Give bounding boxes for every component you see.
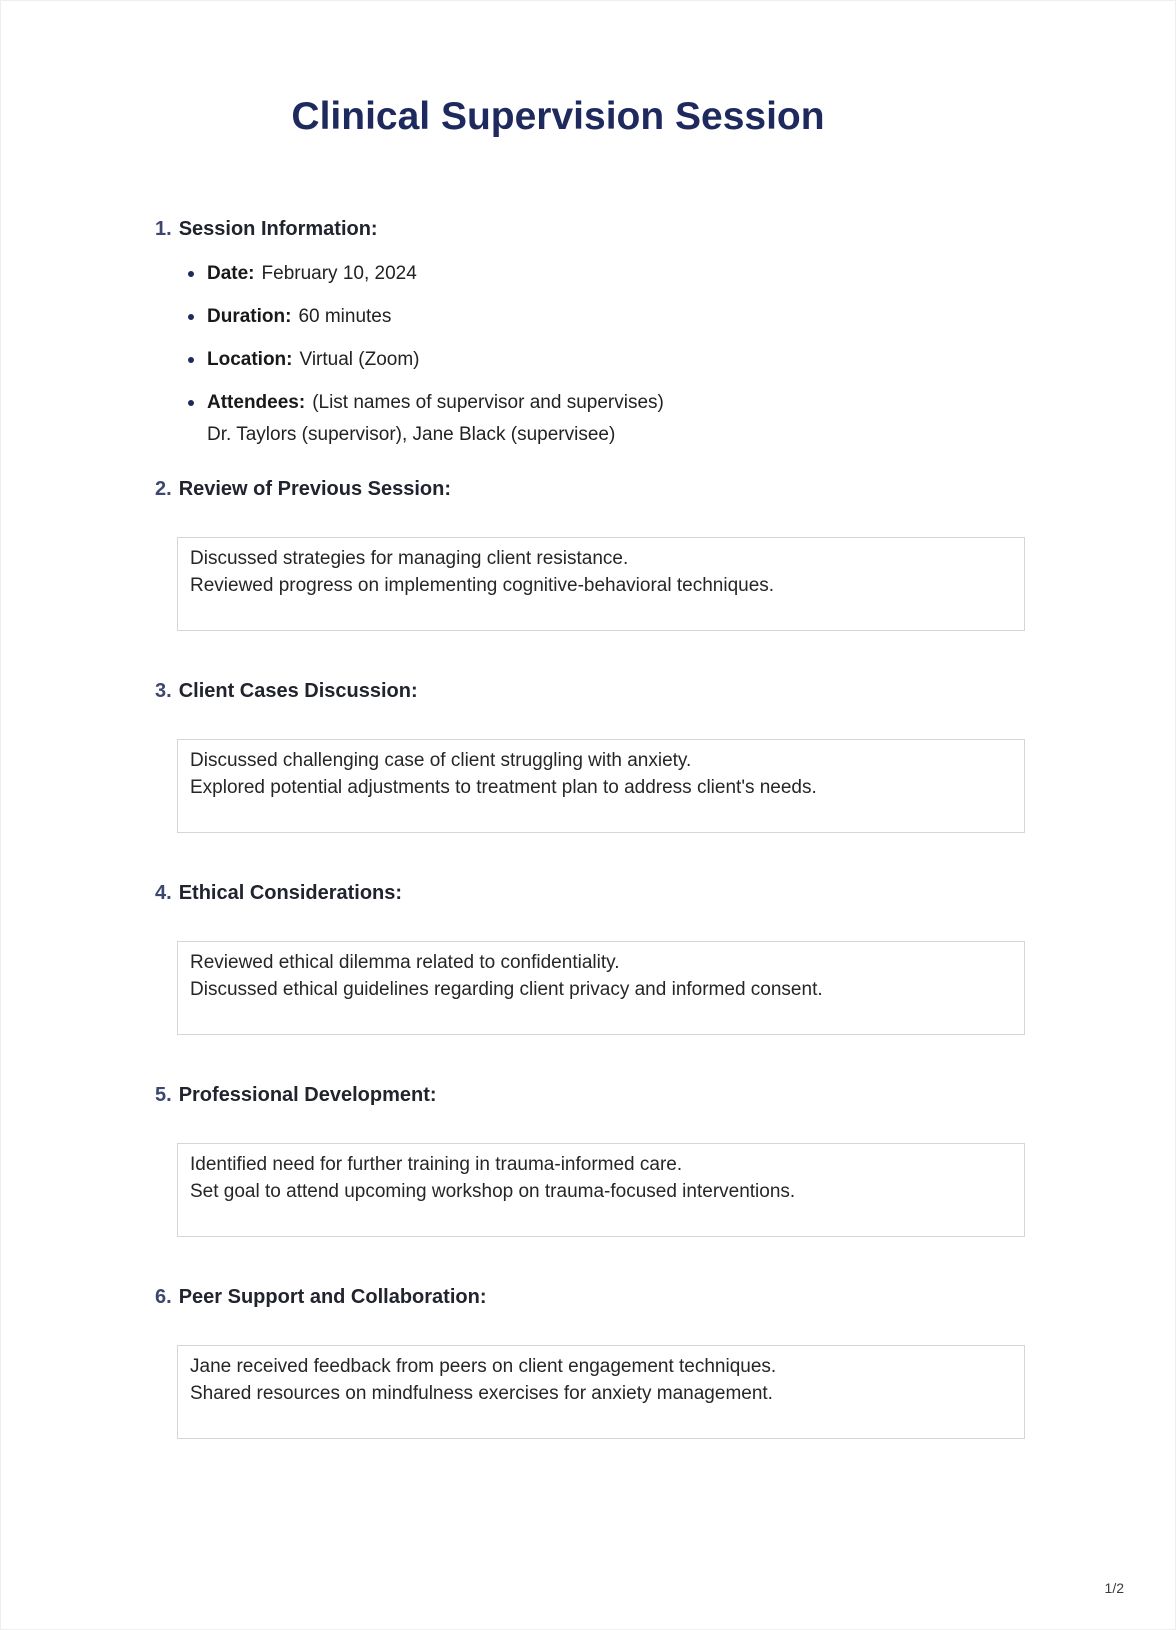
- attendees-placeholder: (List names of supervisor and supervises): [312, 392, 664, 413]
- list-item-duration: [155, 306, 1176, 328]
- textbox-line: Discussed challenging case of client struggling with anxiety.: [190, 750, 692, 771]
- textbox-line: Discussed strategies for managing client resistance.: [190, 548, 629, 569]
- attendees-label: Attendees:: [207, 392, 306, 413]
- textbox-line: Identified need for further training in trauma-informed care.: [190, 1154, 683, 1175]
- textbox-line: Explored potential adjustments to treatment plan to address client's needs.: [190, 777, 817, 798]
- session-info-list: [0, 263, 1176, 446]
- textbox-ethical-considerations[interactable]: [177, 941, 1025, 1035]
- location-label: Location:: [207, 349, 293, 370]
- textbox-client-cases-discussion[interactable]: [177, 739, 1025, 833]
- section-number: 2.: [155, 478, 172, 500]
- section-number: 3.: [155, 680, 172, 702]
- section-number: 4.: [155, 882, 172, 904]
- textbox-line: Reviewed ethical dilemma related to confidentiality.: [190, 952, 620, 973]
- textbox-peer-support-collaboration[interactable]: [177, 1345, 1025, 1439]
- section-heading-review-previous-session: [155, 477, 1176, 501]
- section-number: 5.: [155, 1084, 172, 1106]
- page-title: Clinical Supervision Session: [291, 95, 825, 138]
- location-value: Virtual (Zoom): [299, 349, 420, 370]
- list-item-attendees: [155, 392, 1176, 446]
- section-number: 1.: [155, 218, 172, 240]
- attendee-names: Dr. Taylors (supervisor), Jane Black (supervisee): [207, 424, 616, 445]
- section-heading-label: Peer Support and Collaboration:: [178, 1286, 487, 1308]
- section-heading-label: Professional Development:: [178, 1084, 437, 1106]
- section-heading-professional-development: [155, 1083, 1176, 1107]
- textbox-line: Jane received feedback from peers on client engagement techniques.: [190, 1356, 777, 1377]
- page-number: 1/2: [1104, 1580, 1124, 1596]
- list-item-date: [155, 263, 1176, 285]
- section-heading-session-information: [155, 217, 1176, 241]
- duration-value: 60 minutes: [298, 306, 392, 327]
- section-number: 6.: [155, 1286, 172, 1308]
- date-label: Date:: [207, 263, 255, 284]
- textbox-review-previous-session[interactable]: [177, 537, 1025, 631]
- textbox-professional-development[interactable]: [177, 1143, 1025, 1237]
- section-heading-client-cases-discussion: [155, 679, 1176, 703]
- date-value: February 10, 2024: [261, 263, 417, 284]
- textbox-line: Discussed ethical guidelines regarding client privacy and informed consent.: [190, 979, 823, 1000]
- duration-label: Duration:: [207, 306, 292, 327]
- textbox-line: Set goal to attend upcoming workshop on trauma-focused interventions.: [190, 1181, 796, 1202]
- textbox-line: Shared resources on mindfulness exercises for anxiety management.: [190, 1383, 773, 1404]
- section-heading-label: Session Information:: [178, 218, 378, 240]
- section-heading-label: Review of Previous Session:: [178, 478, 452, 500]
- section-heading-label: Client Cases Discussion:: [178, 680, 418, 702]
- textbox-line: Reviewed progress on implementing cognitive-behavioral techniques.: [190, 575, 775, 596]
- list-item-location: [155, 349, 1176, 371]
- section-heading-ethical-considerations: [155, 881, 1176, 905]
- section-heading-peer-support-collaboration: [155, 1285, 1176, 1309]
- section-heading-label: Ethical Considerations:: [178, 882, 403, 904]
